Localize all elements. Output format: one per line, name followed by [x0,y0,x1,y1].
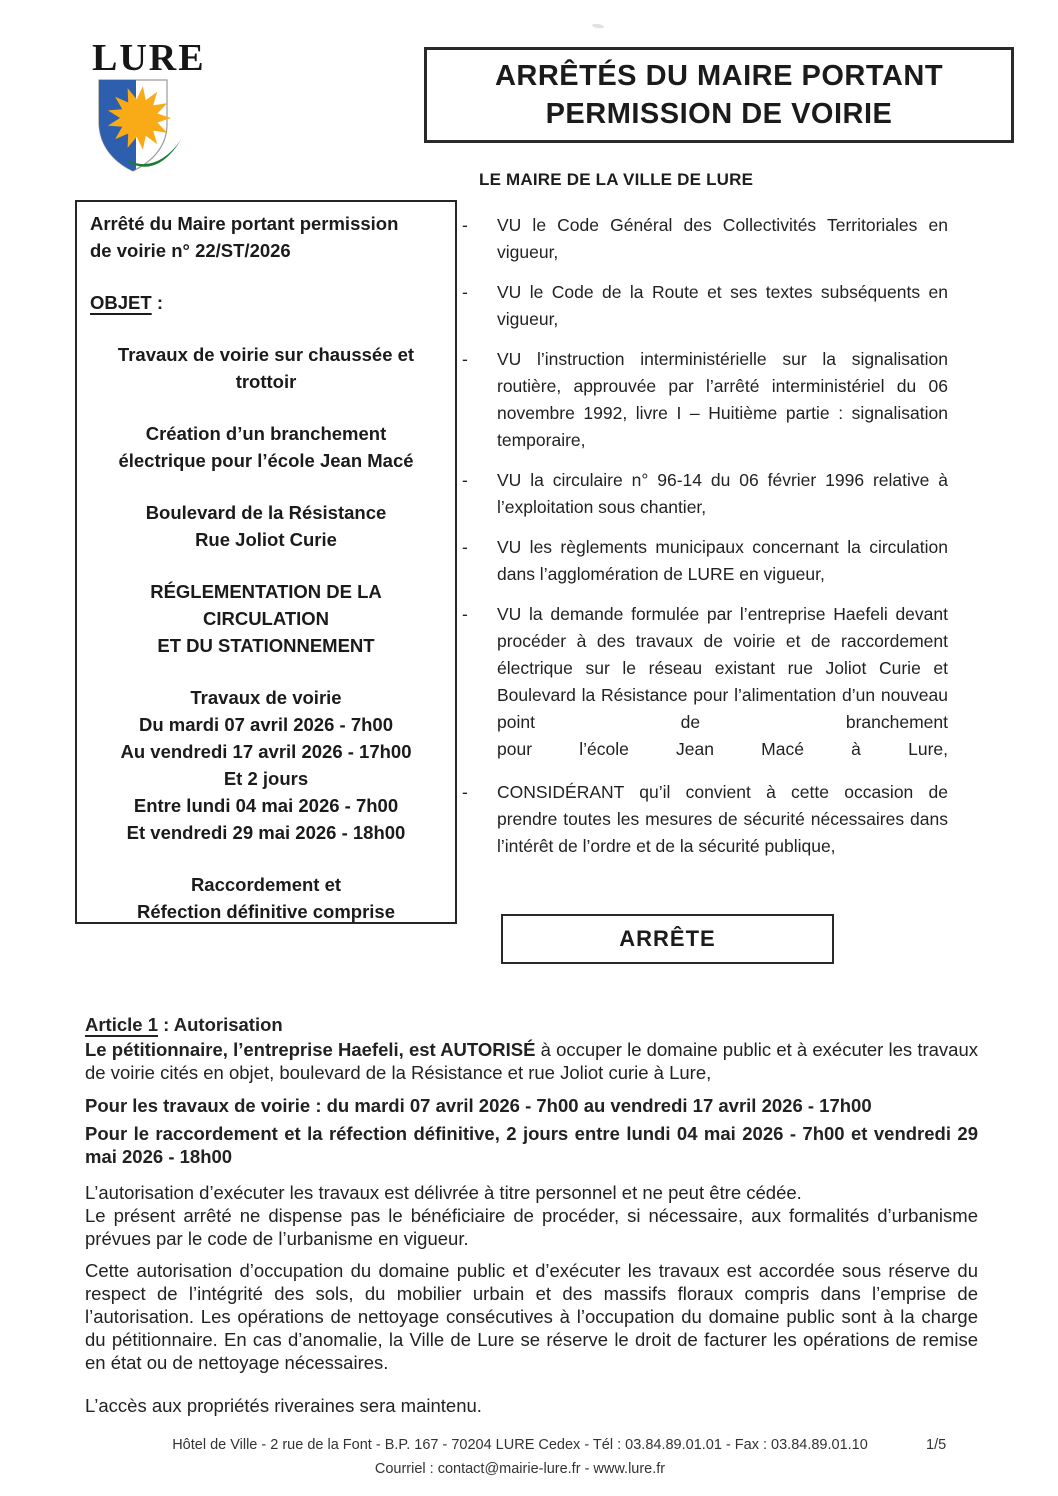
scan-artifact [592,23,604,29]
recital-item [462,346,948,454]
text-segment: à occuper le domaine public et à exécuter les travaux de voirie cités en objet, boulevard de la Résistance et rue Joliot curie à Lure, [85,1039,978,1083]
footer-address-line: Hôtel de Ville - 2 rue de la Font - B.P. 167 - 70204 LURE Cedex - Tél : 03.84.89.01.01 - Fax : 03.84.89.01.10 [172,1437,868,1453]
order-summary-box [75,200,457,924]
article-paragraph [85,1181,978,1204]
text-segment: Pour les travaux de voirie : du mardi 07 avril 2026 - 7h00 au vendredi 17 avril 2026 - 17h00 [85,1095,872,1116]
order-box-line [90,289,442,316]
order-box-block [90,578,442,659]
recital-text: VU la circulaire n° 96-14 du 06 février 1996 relative à l’exploitation sous chantier, [497,470,948,517]
article-paragraph [85,1038,978,1084]
text-segment: Le présent arrêté ne dispense pas le bénéficiaire de procéder, si nécessaire, aux formalités d’urbanisme prévues par le code de l’urbanisme en vigueur. [85,1205,978,1249]
recital-text: CONSIDÉRANT qu’il convient à cette occasion de prendre toutes les mesures de sécurité nécessaires dans l’intérêt de l’ordre et de la sécurité publique, [497,782,948,856]
order-box-line: ET DU STATIONNEMENT [157,635,375,656]
order-box-line: RÉGLEMENTATION DE LA [150,581,382,602]
order-box-line: Et vendredi 29 mai 2026 - 18h00 [126,822,406,843]
city-crest-logo [95,78,187,178]
order-box-block [90,210,442,264]
dash-bullet: - [462,782,468,802]
order-box-line: électrique pour l’école Jean Macé [118,450,414,471]
footer-contact-line: Courriel : contact@mairie-lure.fr - www.lure.fr [374,1461,666,1477]
article-paragraph [85,1394,978,1417]
recital-item [462,601,948,763]
recital-item [462,467,948,521]
order-box-block [90,420,442,474]
dash-bullet: - [462,282,468,302]
text-segment: Cette autorisation d’occupation du domaine public et d’exécuter les travaux est accordée sous réserve du respect de l’intégrité des sols, du mobilier urbain et des massifs floraux compris dans l’emprise de l’autorisation. Les opérations de nettoyage consécutives à l’occupation du domaine public sont à la charge du pétitionnaire. En cas d’anomalie, la Ville de Lure se réserve le droit de facturer les opérations de remise en état ou de nettoyage nécessaires. [85,1260,978,1373]
order-box-line: Création d’un branchement [145,423,387,444]
order-box-line: Au vendredi 17 avril 2026 - 17h00 [120,741,412,762]
article-paragraph [85,1259,978,1374]
text-segment: Le pétitionnaire, l’entreprise Haefeli, est AUTORISÉ [85,1039,536,1060]
article-paragraph [85,1122,978,1168]
recital-text: VU les règlements municipaux concernant la circulation dans l’agglomération de LURE en vigueur, [497,537,948,584]
dash-bullet: - [462,604,468,624]
issuer-heading: LE MAIRE DE LA VILLE DE LURE [479,170,754,189]
arrete-box [501,914,834,964]
order-box-line: Et 2 jours [223,768,309,789]
page-number: 1/5 [926,1437,947,1453]
dash-bullet: - [462,537,468,557]
order-box-line: Travaux de voirie sur chaussée et [117,344,415,365]
order-box-line: Raccordement et [190,874,342,895]
order-box-block [90,289,442,316]
text-segment: : [151,292,163,313]
order-box-line: Du mardi 07 avril 2026 - 7h00 [139,714,393,735]
order-box-line: Rue Joliot Curie [195,529,337,550]
article-paragraph [85,1013,978,1036]
logo-wordmark: LURE [92,37,206,79]
article-paragraph [85,1094,978,1117]
order-box-line: Arrêté du Maire portant permission [90,213,399,234]
recital-text: VU l’instruction interministérielle sur la signalisation routière, approuvée par l’arrêté interministériel du 06 novembre 1992, livre I – Huitième partie : signalisation temporaire, [497,349,948,450]
order-box-line: CIRCULATION [202,608,330,629]
order-box-line: de voirie n° 22/ST/2026 [90,240,291,261]
title-line-1: ARRÊTÉS DU MAIRE PORTANT [494,60,944,92]
underlined-text: Article 1 [85,1014,159,1035]
articles-section [85,1013,978,1417]
text-segment: L’accès aux propriétés riveraines sera maintenu. [85,1395,482,1416]
recital-item [462,212,948,266]
arrete-label: ARRÊTE [619,926,716,951]
recital-justified-last-line: pour l’école Jean Macé à Lure, [497,739,948,759]
document-title-box [424,47,1014,143]
title-line-2: PERMISSION DE VOIRIE [545,98,893,130]
order-box-block [90,871,442,925]
dash-bullet: - [462,470,468,490]
recital-item [462,534,948,588]
order-box-line: Réfection définitive comprise [136,901,396,922]
recital-item [462,279,948,333]
order-box-line: trottoir [235,371,297,392]
text-segment: L’autorisation d’exécuter les travaux est délivrée à titre personnel et ne peut être cédée. [85,1182,802,1203]
dash-bullet: - [462,349,468,369]
order-box-line: Travaux de voirie [190,687,342,708]
article-paragraph [85,1204,978,1250]
order-box-line: Boulevard de la Résistance [145,502,387,523]
underlined-text: OBJET [90,292,152,313]
recital-text: VU le Code de la Route et ses textes subséquents en vigueur, [497,282,948,329]
page-footer [80,1433,960,1481]
recital-text: VU la demande formulée par l’entreprise Haefeli devant procéder à des travaux de voirie et de raccordement électrique sur le réseau existant rue Joliot Curie et Boulevard la Résistance pour l’alimentation d’un nouveau point de branchement pour l’école Jean Macé à Lure, [497,601,948,763]
text-segment: Pour le raccordement et la réfection définitive, 2 jours entre lundi 04 mai 2026 - 7h00 et vendredi 29 mai 2026 - 18h00 [85,1123,978,1167]
recital-item [462,779,948,860]
order-box-block [90,499,442,553]
order-box-block [90,341,442,395]
text-segment: : Autorisation [158,1014,283,1035]
order-box-block [90,684,442,846]
recitals-list [462,212,948,873]
recital-text: VU le Code Général des Collectivités Territoriales en vigueur, [497,215,948,262]
order-box-line: Entre lundi 04 mai 2026 - 7h00 [133,795,399,816]
dash-bullet: - [462,215,468,235]
